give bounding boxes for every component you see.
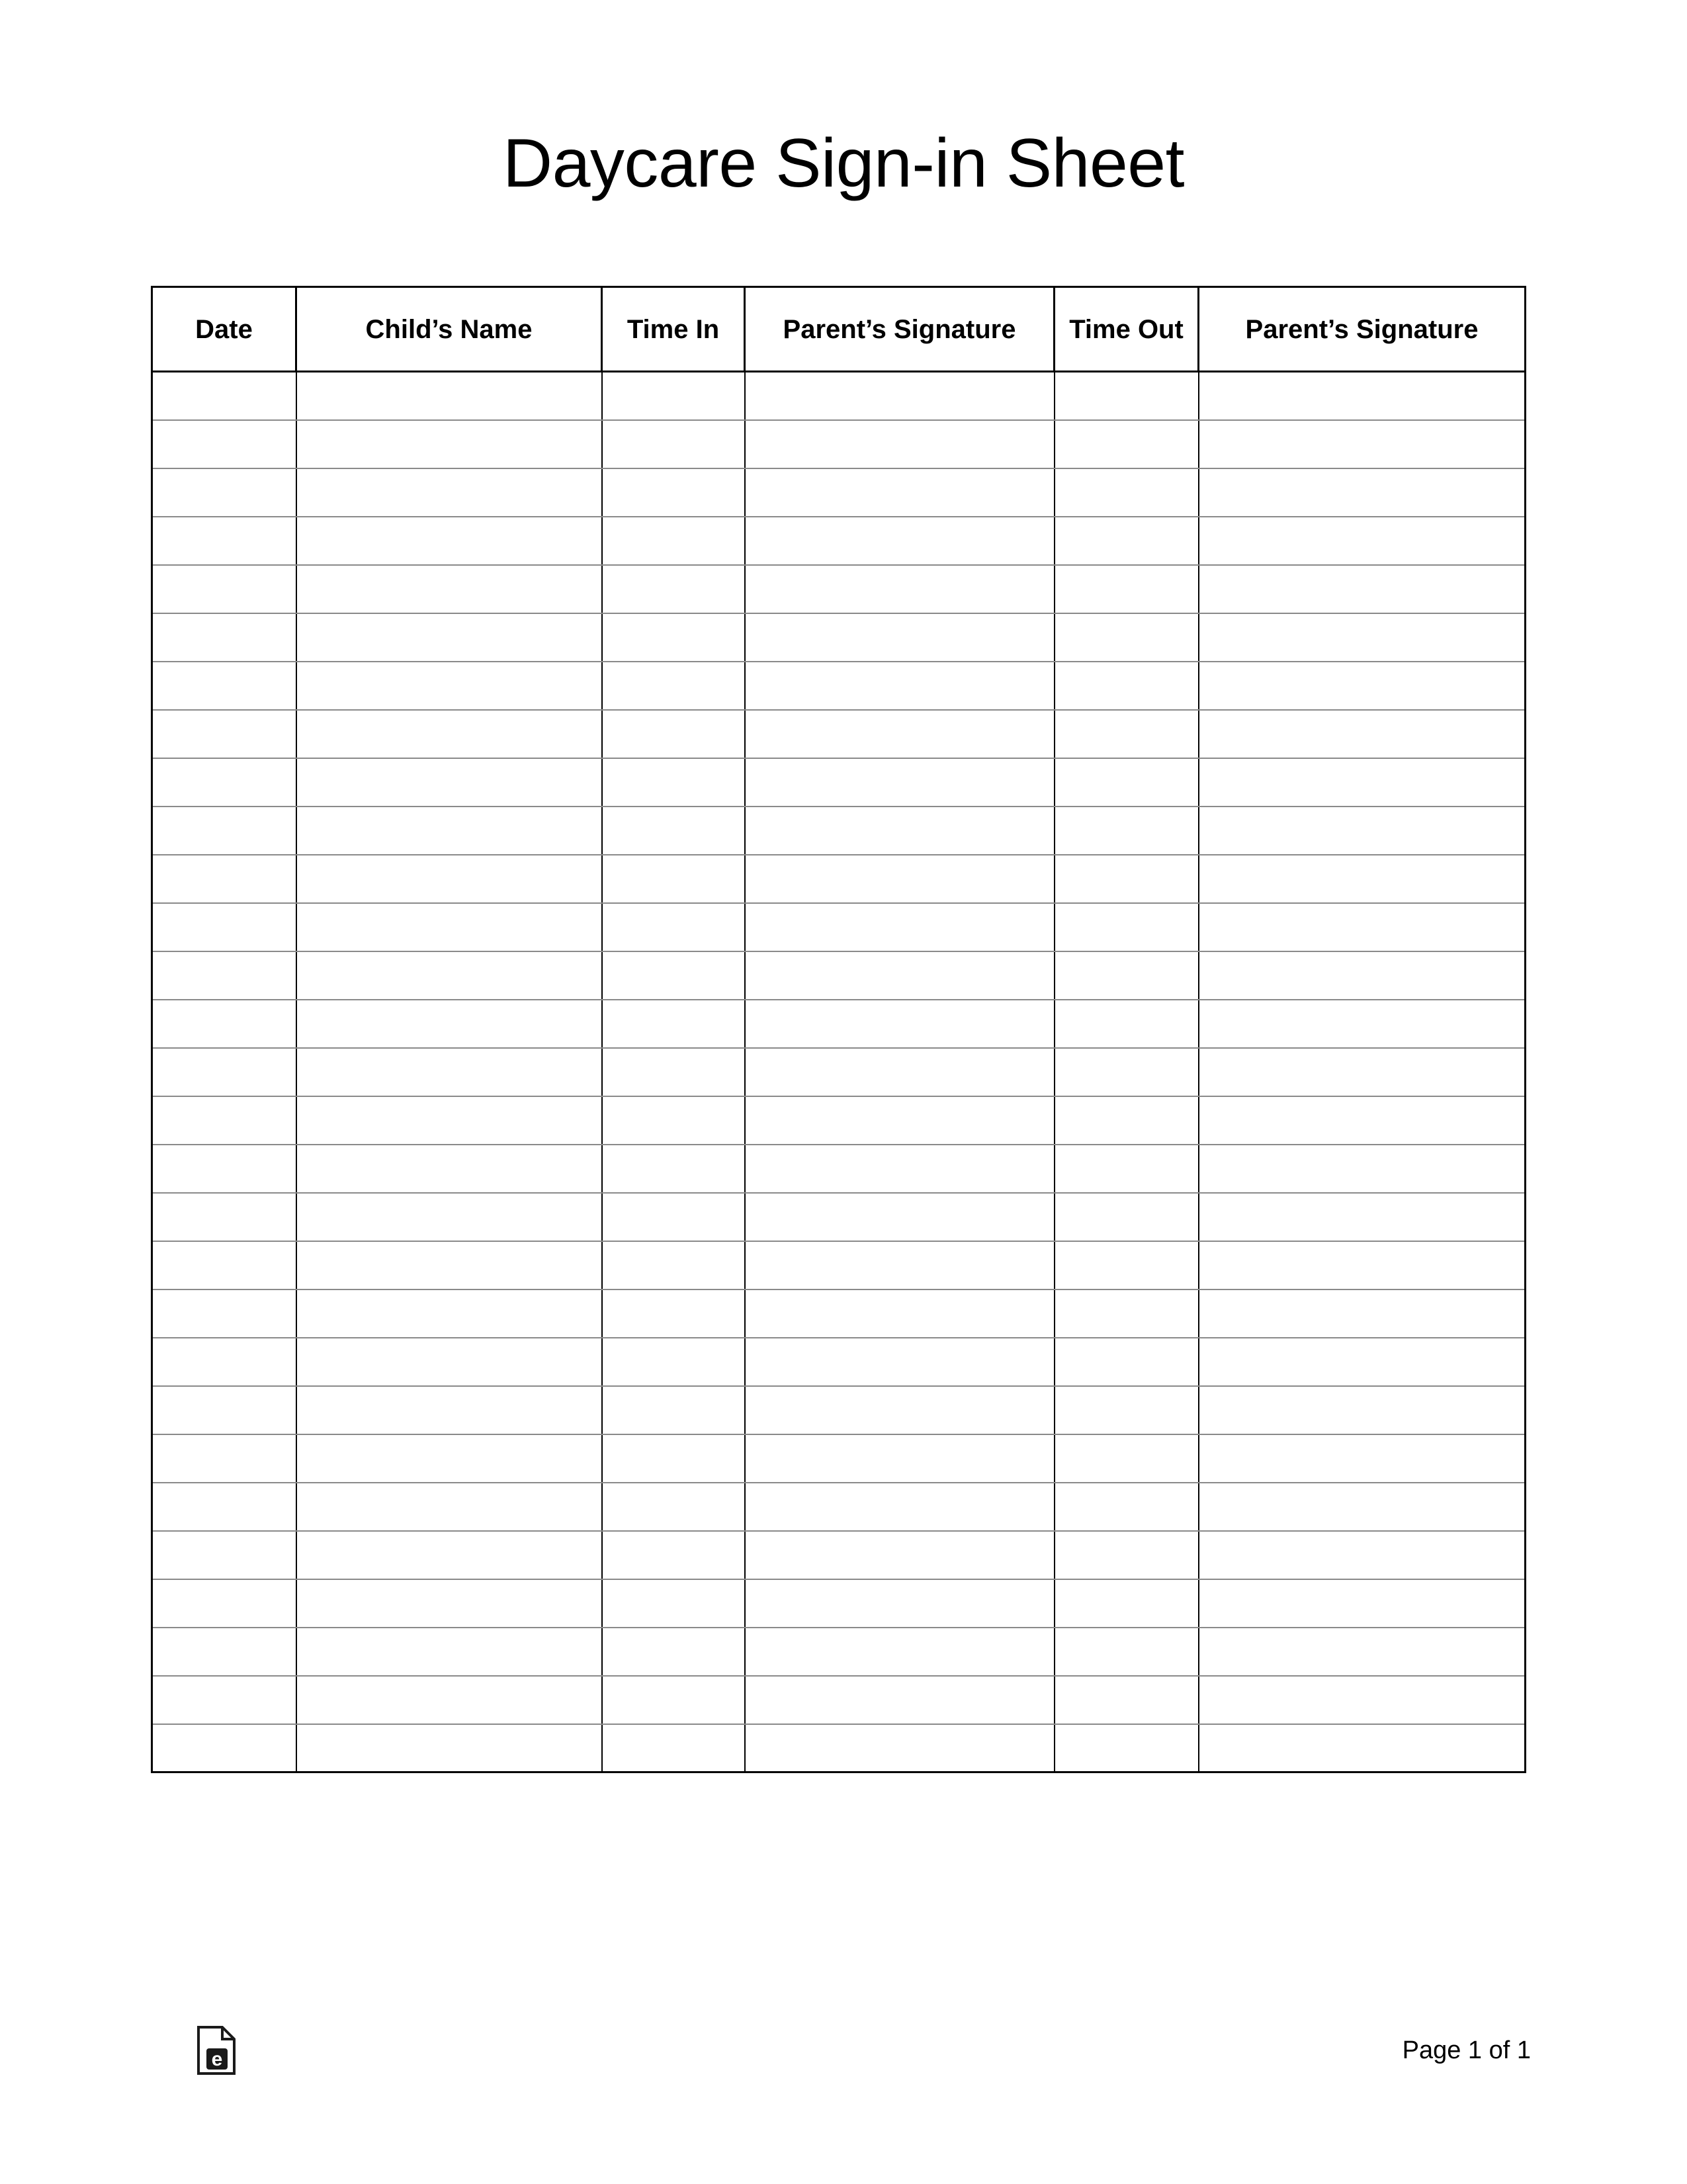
column-header-parent-signature-in: Parent’s Signature (745, 287, 1055, 372)
cell-signature_in[interactable] (745, 951, 1055, 1000)
table-row (152, 1000, 1526, 1048)
cell-date[interactable] (152, 1434, 296, 1483)
cell-signature_in[interactable] (745, 1000, 1055, 1048)
cell-signature_in[interactable] (745, 1579, 1055, 1628)
cell-time_in[interactable] (602, 903, 745, 951)
table-row (152, 1048, 1526, 1096)
cell-time_in[interactable] (602, 1241, 745, 1289)
cell-child_name[interactable] (296, 855, 602, 903)
column-header-date: Date (152, 287, 296, 372)
table-row (152, 1628, 1526, 1676)
cell-time_in[interactable] (602, 807, 745, 855)
table-row (152, 903, 1526, 951)
cell-signature_out[interactable] (1199, 1531, 1526, 1579)
page-number: Page 1 of 1 (1402, 2036, 1531, 2064)
cell-date[interactable] (152, 468, 296, 517)
cell-signature_out[interactable] (1199, 855, 1526, 903)
cell-signature_in[interactable] (745, 1096, 1055, 1145)
cell-child_name[interactable] (296, 468, 602, 517)
cell-child_name[interactable] (296, 1531, 602, 1579)
cell-signature_out[interactable] (1199, 807, 1526, 855)
cell-date[interactable] (152, 1000, 296, 1048)
cell-time_in[interactable] (602, 1338, 745, 1386)
table-row (152, 1434, 1526, 1483)
cell-signature_in[interactable] (745, 1338, 1055, 1386)
cell-child_name[interactable] (296, 758, 602, 807)
cell-signature_out[interactable] (1199, 420, 1526, 468)
cell-signature_out[interactable] (1199, 1386, 1526, 1434)
efile-document-icon (197, 2026, 236, 2075)
cell-date[interactable] (152, 1724, 296, 1772)
sign-in-sheet-table (151, 286, 1526, 1773)
cell-date[interactable] (152, 1579, 296, 1628)
table-row (152, 420, 1526, 468)
table-row (152, 1338, 1526, 1386)
cell-time_out[interactable] (1055, 758, 1199, 807)
cell-date[interactable] (152, 1289, 296, 1338)
cell-date[interactable] (152, 1338, 296, 1386)
cell-signature_out[interactable] (1199, 1483, 1526, 1531)
cell-signature_in[interactable] (745, 420, 1055, 468)
cell-signature_out[interactable] (1199, 1434, 1526, 1483)
table-header (152, 287, 1526, 372)
cell-child_name[interactable] (296, 1628, 602, 1676)
cell-child_name[interactable] (296, 1434, 602, 1483)
cell-time_out[interactable] (1055, 1145, 1199, 1193)
cell-signature_in[interactable] (745, 1676, 1055, 1724)
cell-date[interactable] (152, 420, 296, 468)
cell-signature_in[interactable] (745, 1289, 1055, 1338)
cell-time_out[interactable] (1055, 1193, 1199, 1241)
cell-child_name[interactable] (296, 1193, 602, 1241)
cell-signature_out[interactable] (1199, 468, 1526, 517)
svg-text:e: e (211, 2048, 223, 2070)
cell-date[interactable] (152, 710, 296, 758)
cell-child_name[interactable] (296, 1338, 602, 1386)
cell-time_out[interactable] (1055, 1000, 1199, 1048)
cell-time_in[interactable] (602, 855, 745, 903)
cell-signature_in[interactable] (745, 1048, 1055, 1096)
cell-child_name[interactable] (296, 565, 602, 613)
cell-child_name[interactable] (296, 903, 602, 951)
cell-signature_in[interactable] (745, 662, 1055, 710)
cell-time_out[interactable] (1055, 1434, 1199, 1483)
cell-signature_out[interactable] (1199, 903, 1526, 951)
cell-date[interactable] (152, 517, 296, 565)
cell-time_in[interactable] (602, 565, 745, 613)
cell-time_out[interactable] (1055, 517, 1199, 565)
cell-time_out[interactable] (1055, 855, 1199, 903)
table-row (152, 565, 1526, 613)
cell-signature_in[interactable] (745, 372, 1055, 420)
cell-signature_in[interactable] (745, 1434, 1055, 1483)
table-row (152, 1676, 1526, 1724)
cell-time_in[interactable] (602, 710, 745, 758)
cell-child_name[interactable] (296, 1000, 602, 1048)
cell-signature_out[interactable] (1199, 1048, 1526, 1096)
cell-time_in[interactable] (602, 1434, 745, 1483)
cell-time_out[interactable] (1055, 1724, 1199, 1772)
cell-time_out[interactable] (1055, 1676, 1199, 1724)
cell-time_in[interactable] (602, 1386, 745, 1434)
cell-signature_out[interactable] (1199, 758, 1526, 807)
cell-date[interactable] (152, 1096, 296, 1145)
cell-signature_out[interactable] (1199, 565, 1526, 613)
cell-date[interactable] (152, 855, 296, 903)
cell-signature_out[interactable] (1199, 1579, 1526, 1628)
table-row (152, 1579, 1526, 1628)
page-footer (0, 2011, 1687, 2091)
cell-signature_in[interactable] (745, 855, 1055, 903)
cell-time_in[interactable] (602, 613, 745, 662)
table-row (152, 613, 1526, 662)
cell-signature_out[interactable] (1199, 662, 1526, 710)
cell-signature_out[interactable] (1199, 1193, 1526, 1241)
cell-time_in[interactable] (602, 758, 745, 807)
cell-time_in[interactable] (602, 1483, 745, 1531)
cell-signature_in[interactable] (745, 565, 1055, 613)
cell-child_name[interactable] (296, 1483, 602, 1531)
table-row (152, 1145, 1526, 1193)
table-header-row (152, 287, 1526, 372)
cell-signature_out[interactable] (1199, 1724, 1526, 1772)
page-title: Daycare Sign-in Sheet (502, 125, 1185, 202)
cell-signature_in[interactable] (745, 517, 1055, 565)
cell-signature_out[interactable] (1199, 517, 1526, 565)
cell-date[interactable] (152, 662, 296, 710)
cell-child_name[interactable] (296, 1386, 602, 1434)
cell-child_name[interactable] (296, 613, 602, 662)
cell-time_out[interactable] (1055, 1386, 1199, 1434)
cell-signature_in[interactable] (745, 1386, 1055, 1434)
table-row (152, 517, 1526, 565)
cell-child_name[interactable] (296, 1676, 602, 1724)
cell-time_out[interactable] (1055, 951, 1199, 1000)
cell-date[interactable] (152, 1193, 296, 1241)
cell-signature_in[interactable] (745, 1531, 1055, 1579)
cell-signature_in[interactable] (745, 1241, 1055, 1289)
column-header-child-name: Child’s Name (296, 287, 602, 372)
cell-date[interactable] (152, 1628, 296, 1676)
table-row (152, 468, 1526, 517)
cell-time_out[interactable] (1055, 903, 1199, 951)
cell-signature_in[interactable] (745, 1628, 1055, 1676)
cell-time_out[interactable] (1055, 1483, 1199, 1531)
cell-date[interactable] (152, 1048, 296, 1096)
cell-signature_in[interactable] (745, 1724, 1055, 1772)
cell-signature_out[interactable] (1199, 1145, 1526, 1193)
column-header-time-out: Time Out (1055, 287, 1199, 372)
cell-time_out[interactable] (1055, 662, 1199, 710)
table-row (152, 855, 1526, 903)
cell-time_out[interactable] (1055, 420, 1199, 468)
cell-time_out[interactable] (1055, 1579, 1199, 1628)
cell-time_out[interactable] (1055, 1241, 1199, 1289)
table-row (152, 1531, 1526, 1579)
cell-time_out[interactable] (1055, 1289, 1199, 1338)
table-row (152, 1386, 1526, 1434)
table-row (152, 1096, 1526, 1145)
cell-time_in[interactable] (602, 951, 745, 1000)
cell-child_name[interactable] (296, 662, 602, 710)
cell-child_name[interactable] (296, 1096, 602, 1145)
cell-date[interactable] (152, 1483, 296, 1531)
cell-time_out[interactable] (1055, 372, 1199, 420)
cell-signature_out[interactable] (1199, 1096, 1526, 1145)
cell-signature_out[interactable] (1199, 951, 1526, 1000)
cell-time_in[interactable] (602, 1048, 745, 1096)
cell-signature_in[interactable] (745, 468, 1055, 517)
cell-signature_in[interactable] (745, 807, 1055, 855)
cell-date[interactable] (152, 903, 296, 951)
cell-child_name[interactable] (296, 807, 602, 855)
cell-time_in[interactable] (602, 372, 745, 420)
cell-child_name[interactable] (296, 1145, 602, 1193)
table-row (152, 758, 1526, 807)
cell-time_out[interactable] (1055, 1048, 1199, 1096)
cell-date[interactable] (152, 1241, 296, 1289)
cell-child_name[interactable] (296, 1579, 602, 1628)
cell-signature_in[interactable] (745, 613, 1055, 662)
cell-time_out[interactable] (1055, 710, 1199, 758)
table-row (152, 1724, 1526, 1772)
cell-time_out[interactable] (1055, 807, 1199, 855)
cell-time_in[interactable] (602, 1193, 745, 1241)
cell-time_in[interactable] (602, 1628, 745, 1676)
cell-signature_out[interactable] (1199, 710, 1526, 758)
cell-child_name[interactable] (296, 420, 602, 468)
cell-signature_out[interactable] (1199, 613, 1526, 662)
cell-date[interactable] (152, 613, 296, 662)
cell-signature_in[interactable] (745, 758, 1055, 807)
cell-child_name[interactable] (296, 1048, 602, 1096)
column-header-time-in: Time In (602, 287, 745, 372)
cell-time_out[interactable] (1055, 1531, 1199, 1579)
cell-time_in[interactable] (602, 1579, 745, 1628)
cell-date[interactable] (152, 1145, 296, 1193)
cell-time_out[interactable] (1055, 1096, 1199, 1145)
cell-child_name[interactable] (296, 517, 602, 565)
table-row (152, 662, 1526, 710)
cell-time_out[interactable] (1055, 1338, 1199, 1386)
table-row (152, 1241, 1526, 1289)
cell-time_out[interactable] (1055, 613, 1199, 662)
cell-signature_in[interactable] (745, 903, 1055, 951)
cell-signature_out[interactable] (1199, 1289, 1526, 1338)
table-row (152, 1193, 1526, 1241)
cell-time_in[interactable] (602, 517, 745, 565)
cell-child_name[interactable] (296, 1289, 602, 1338)
cell-time_in[interactable] (602, 1531, 745, 1579)
table-row (152, 951, 1526, 1000)
cell-time_out[interactable] (1055, 468, 1199, 517)
cell-time_out[interactable] (1055, 565, 1199, 613)
cell-child_name[interactable] (296, 1241, 602, 1289)
cell-signature_out[interactable] (1199, 1338, 1526, 1386)
cell-signature_out[interactable] (1199, 1676, 1526, 1724)
cell-date[interactable] (152, 1386, 296, 1434)
table-row (152, 807, 1526, 855)
cell-signature_in[interactable] (745, 1193, 1055, 1241)
cell-child_name[interactable] (296, 1724, 602, 1772)
cell-signature_in[interactable] (745, 1145, 1055, 1193)
cell-date[interactable] (152, 758, 296, 807)
column-header-parent-signature-out: Parent’s Signature (1199, 287, 1526, 372)
cell-child_name[interactable] (296, 372, 602, 420)
cell-time_in[interactable] (602, 468, 745, 517)
cell-signature_out[interactable] (1199, 1628, 1526, 1676)
table-row (152, 1483, 1526, 1531)
cell-date[interactable] (152, 565, 296, 613)
cell-date[interactable] (152, 1676, 296, 1724)
cell-time_in[interactable] (602, 1289, 745, 1338)
cell-signature_out[interactable] (1199, 1241, 1526, 1289)
cell-time_in[interactable] (602, 1724, 745, 1772)
cell-time_out[interactable] (1055, 1628, 1199, 1676)
table-row (152, 710, 1526, 758)
cell-signature_out[interactable] (1199, 1000, 1526, 1048)
cell-date[interactable] (152, 372, 296, 420)
table-row (152, 372, 1526, 420)
cell-date[interactable] (152, 1531, 296, 1579)
cell-time_in[interactable] (602, 662, 745, 710)
cell-signature_in[interactable] (745, 1483, 1055, 1531)
cell-signature_in[interactable] (745, 710, 1055, 758)
cell-child_name[interactable] (296, 710, 602, 758)
cell-child_name[interactable] (296, 951, 602, 1000)
cell-time_in[interactable] (602, 1676, 745, 1724)
cell-time_in[interactable] (602, 1000, 745, 1048)
cell-time_in[interactable] (602, 420, 745, 468)
table-row (152, 1289, 1526, 1338)
cell-signature_out[interactable] (1199, 372, 1526, 420)
cell-date[interactable] (152, 807, 296, 855)
table-body (152, 372, 1526, 1772)
cell-time_in[interactable] (602, 1096, 745, 1145)
cell-time_in[interactable] (602, 1145, 745, 1193)
cell-date[interactable] (152, 951, 296, 1000)
